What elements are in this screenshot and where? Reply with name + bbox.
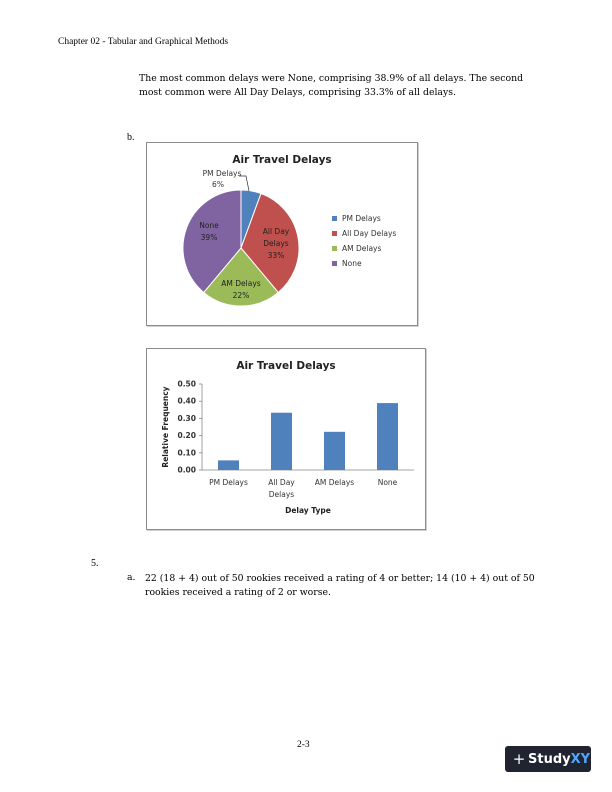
page-number: 2-3 <box>297 740 310 750</box>
bar-chart <box>146 348 426 530</box>
bar-y-axis-label: Relative Frequency <box>161 386 170 468</box>
studyxy-logo[interactable] <box>505 746 591 772</box>
pie-label-am-pct: 22% <box>232 291 250 300</box>
bar-x-tick-label: PM Delays <box>209 478 248 487</box>
pie-legend-label: PM Delays <box>342 214 381 223</box>
question-5-number: 5. <box>91 558 99 569</box>
page-header: Chapter 02 - Tabular and Graphical Methods <box>58 37 229 47</box>
intro-paragraph: The most common delays were None, comprising 38.9% of all delays. The second most common were All Day Delays, comprising 33.3% of all delays. <box>139 73 524 98</box>
pie-leader-line <box>239 176 249 191</box>
plus-icon: + <box>512 750 526 768</box>
part-b-label: b. <box>127 132 135 143</box>
pie-legend-label: AM Delays <box>342 244 382 253</box>
bar-none <box>377 403 398 470</box>
bar-pm-delays <box>218 460 239 470</box>
pie-label-allday-line1: All Day <box>262 227 290 236</box>
pie-legend-swatch <box>332 216 337 221</box>
pie-legend-swatch <box>332 246 337 251</box>
pie-label-pm-name: PM Delays <box>202 169 242 178</box>
pie-chart <box>146 142 418 326</box>
bar-x-tick-label: AM Delays <box>314 478 355 487</box>
bar-all-day-delays <box>271 413 292 470</box>
pie-legend-label: All Day Delays <box>342 229 397 238</box>
pie-legend-swatch <box>332 231 337 236</box>
bar-x-tick-label: All Day <box>268 478 295 487</box>
pie-label-allday-line2: Delays <box>263 239 289 248</box>
bar-am-delays <box>324 432 345 470</box>
logo-word: Study <box>528 751 571 767</box>
bar-y-tick-label: 0.20 <box>177 431 196 441</box>
pie-label-none-name: None <box>199 221 219 230</box>
bar-y-tick-label: 0.40 <box>177 396 196 406</box>
bar-y-tick-label: 0.50 <box>177 379 196 389</box>
pie-legend-swatch <box>332 261 337 266</box>
pie-label-am-name: AM Delays <box>221 279 261 288</box>
bar-y-tick-label: 0.10 <box>177 448 196 458</box>
pie-label-none-pct: 39% <box>200 233 218 242</box>
question-5a-label: a. <box>127 572 136 583</box>
pie-label-pm-pct: 6% <box>212 180 224 189</box>
pie-label-allday-pct: 33% <box>267 251 285 260</box>
bar-y-tick-label: 0.30 <box>177 413 196 423</box>
bar-x-axis-label: Delay Type <box>285 506 331 515</box>
logo-suffix: XY <box>570 751 591 767</box>
bar-x-tick-label: Delays <box>268 490 295 499</box>
bar-x-tick-label: None <box>377 478 398 487</box>
bar-title: Air Travel Delays <box>236 360 336 372</box>
bar-y-tick-label: 0.00 <box>177 465 196 475</box>
pie-legend-label: None <box>342 259 362 268</box>
question-5a-answer: 22 (18 + 4) out of 50 rookies received a rating of 4 or better; 14 (10 + 4) out of 50 rookies received a rating of 2 or worse. <box>145 573 535 598</box>
pie-title: Air Travel Delays <box>232 154 332 166</box>
